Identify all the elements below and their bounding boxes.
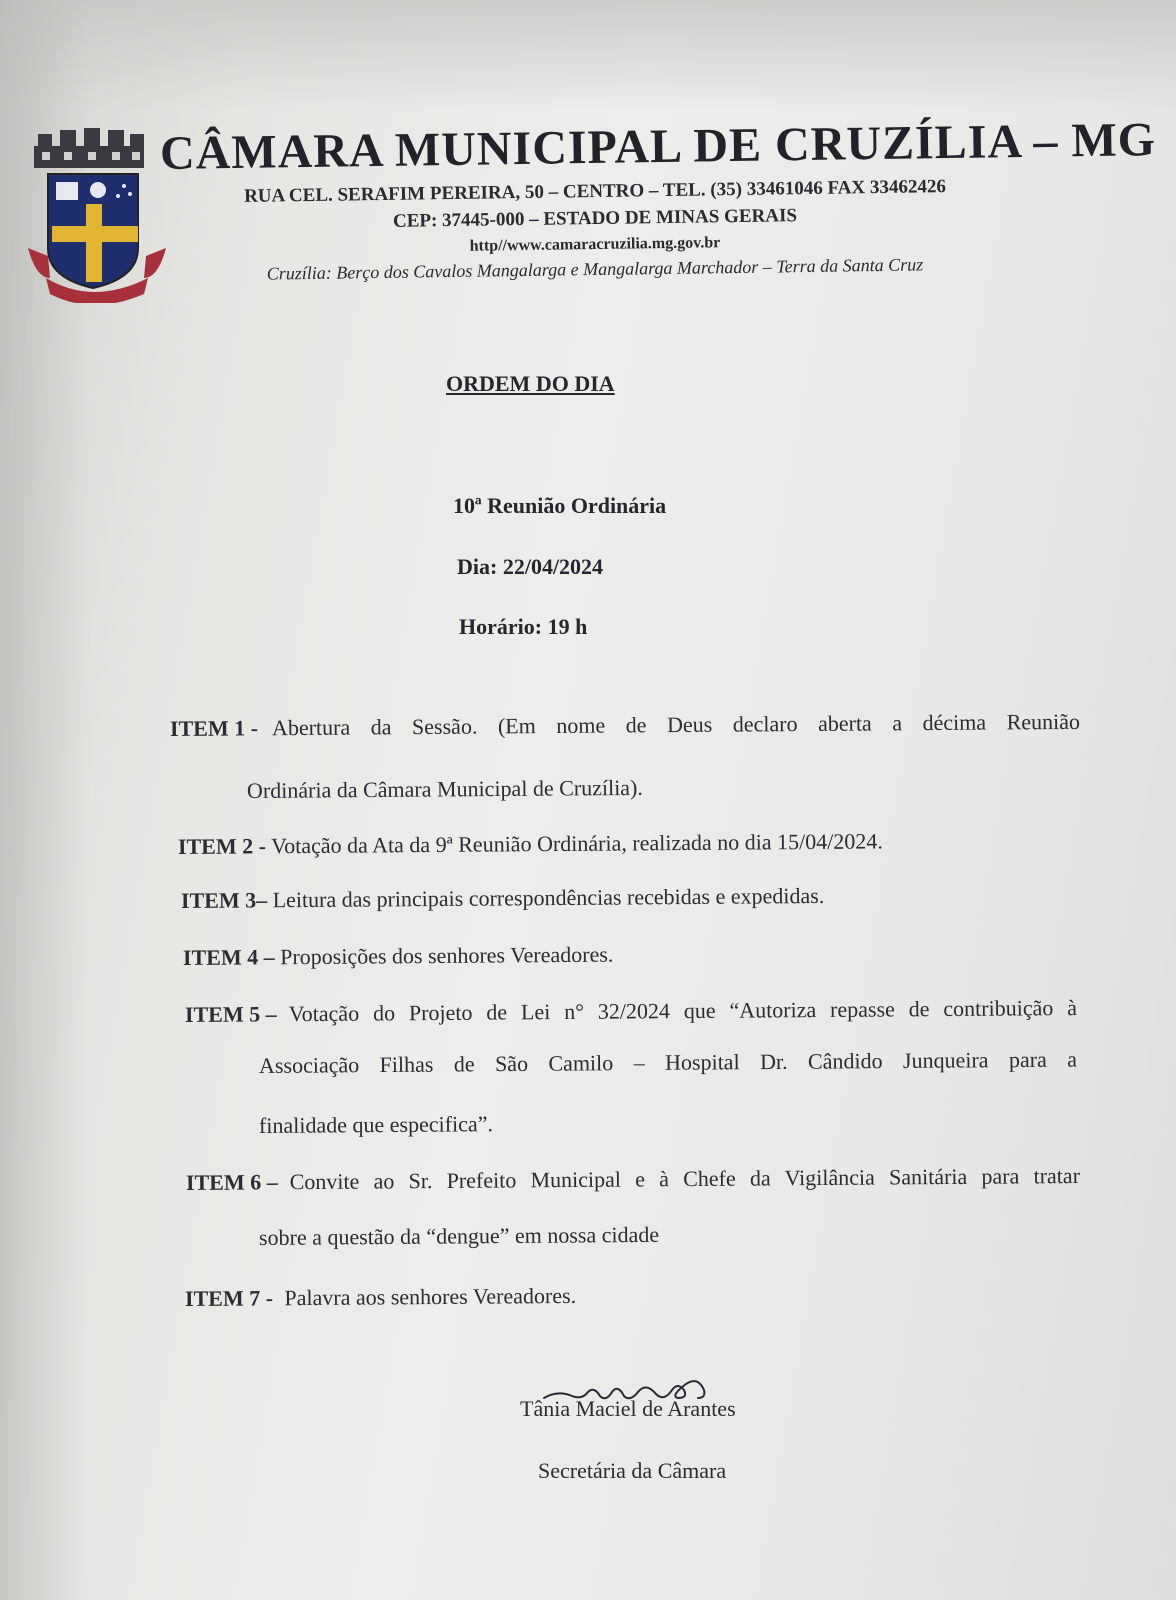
chamber-address: RUA CEL. SERAFIM PEREIRA, 50 – CENTRO – TEL. (35) 33461046 FAX 33462426: [243, 176, 947, 207]
signer-role: Secretária da Câmara: [538, 1458, 727, 1483]
agenda-item-1: [170, 709, 1080, 742]
agenda-item-label: ITEM 6 –: [185, 1169, 278, 1195]
agenda-item-6: [186, 1163, 1080, 1196]
agenda-item-text: Votação da Ata da 9ª Reunião Ordinária, realizada no dia 15/04/2024.: [271, 828, 883, 859]
agenda-item-label: ITEM 3–: [180, 887, 268, 913]
agenda-item-text: Leitura das principais correspondências recebidas e expedidas.: [272, 882, 825, 913]
chamber-website: http//www.camaracruzilia.mg.gov.br: [469, 234, 721, 255]
signer-name: Tânia Maciel de Arantes: [520, 1396, 736, 1421]
meeting-time: Horário: 19 h: [459, 614, 588, 639]
meeting-name: 10ª Reunião Ordinária: [453, 493, 667, 518]
coat-of-arms-icon: [26, 128, 168, 303]
agenda-item-label: ITEM 7 -: [184, 1285, 274, 1311]
agenda-item-5: [185, 995, 1077, 1028]
document-title: ORDEM DO DIA: [446, 371, 615, 396]
agenda-item-4: [183, 942, 614, 971]
agenda-item-2: [178, 828, 883, 860]
agenda-item-text: sobre a questão da “dengue” em nossa cidade: [258, 1221, 660, 1250]
agenda-item-label: ITEM 5 –: [184, 1001, 277, 1027]
agenda-item-text: Votação do Projeto de Lei n° 32/2024 que “Autoriza repasse de contribuição à: [288, 994, 1078, 1027]
agenda-item-label: ITEM 4 –: [182, 944, 275, 970]
chamber-title: CÂMARA MUNICIPAL DE CRUZÍLIA – MG: [159, 113, 1157, 180]
chamber-motto: Cruzília: Berço dos Cavalos Mangalarga e Mangalarga Marchador – Terra da Santa Cruz: [266, 254, 924, 284]
agenda-item-text: Palavra aos senhores Vereadores.: [284, 1282, 577, 1311]
agenda-item-label: ITEM 2 -: [177, 833, 267, 859]
chamber-cep: CEP: 37445-000 – ESTADO DE MINAS GERAIS: [392, 205, 798, 232]
meeting-date: Dia: 22/04/2024: [457, 554, 604, 579]
agenda-item-label: ITEM 1 -: [169, 715, 259, 741]
agenda-item-text: Abertura da Sessão. (Em nome de Deus declaro aberta a décima Reunião: [271, 708, 1081, 741]
agenda-item-3: [181, 883, 824, 914]
agenda-item-text-line: Associação Filhas de São Camilo – Hospital Dr. Cândido Junqueira para a: [258, 1046, 1078, 1078]
agenda-item-text: finalidade que especifica”.: [258, 1111, 494, 1138]
agenda-item-7: [185, 1283, 576, 1312]
agenda-item-text: Ordinária da Câmara Municipal de Cruzília).: [246, 774, 643, 803]
agenda-item-text: [259, 1047, 1077, 1079]
agenda-item-text: Convite ao Sr. Prefeito Municipal e à Chefe da Vigilância Sanitária para tratar: [289, 1162, 1081, 1195]
agenda-item-text: Proposições dos senhores Vereadores.: [280, 941, 614, 970]
